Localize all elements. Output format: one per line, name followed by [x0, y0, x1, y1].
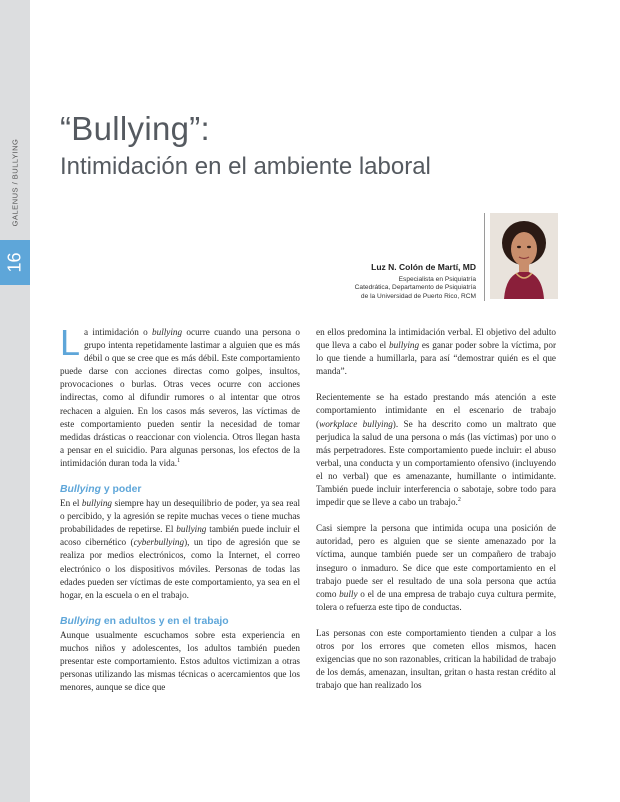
body-paragraph: [60, 629, 300, 694]
text-run: Bullying: [60, 484, 101, 496]
page-number-text: 16: [4, 252, 25, 273]
body-paragraph: [60, 497, 300, 602]
text-run: Aunque usualmente escuchamos sobre esta experiencia en muchos niños y adolescentes, los adultos también pueden presentar este comportamiento. Estos adultos victimizan a otras personas utilizando las mismas técnicas o acercamientos que los menores, aunque se dice que: [60, 629, 300, 693]
author-portrait-icon: [490, 213, 558, 299]
body-paragraph: [316, 627, 556, 692]
text-run: también puede incluir el acoso cibernético (: [60, 524, 300, 548]
page-number: [0, 240, 30, 285]
article-column-right: [316, 326, 556, 692]
text-run: En el: [60, 498, 82, 509]
text-run: a intimidación o: [84, 327, 152, 337]
footnote-ref: 1: [177, 457, 181, 464]
text-run: en adultos y en el trabajo: [100, 615, 229, 627]
text-run: Recientemente se ha estado prestando más atención a este comportamiento intimidante en el escenario de trabajo (: [316, 392, 556, 429]
text-run: siempre hay un desequilibrio de poder, ya sea real o percibido, y la agresión se repite muchas veces o tiene muchas probabilidades de repetirse. El: [60, 498, 300, 535]
text-run: es ganar poder sobre la víctima, por lo que tiende a humillarla, para así “demostrar quién es el que manda”.: [316, 340, 557, 377]
article-column-left: [60, 322, 300, 694]
text-run: Casi siempre la persona que intimida ocupa una posición de autoridad, pero es alguien que se siente amenazado por la víctima, aunque también puede ser un compañero de trabajo inseguro o inmaduro. Se dice que este comportamiento en el trabajo puede ser el resultado de una sola persona que actúa como: [316, 523, 556, 599]
article-subtitle: Intimidación en el ambiente laboral: [60, 153, 431, 180]
text-run: workplace bullying: [319, 418, 393, 429]
section-heading: [60, 615, 300, 628]
text-run: ), un tipo de agresión que se realiza por medios electrónicos, como la Internet, el correo electrónico o los dispositivos móviles. Personas de todas las edades pueden ser víctimas de este comportamiento, ya sea en el hogar, en la escuela o en el trabajo.: [60, 537, 300, 600]
intro-paragraph: [60, 322, 300, 470]
photo-divider: [484, 213, 485, 301]
article-title: “Bullying”:: [60, 110, 211, 147]
text-run: Las personas con este comportamiento tienden a culpar a los otros por los errores que cometen ellos mismos, hacen exigencias que no son razonables, critican la habilidad de trabajo de los demás, amenazan, insultan, gritan o hasta restan crédito al trabajo que han realizado los: [316, 627, 556, 691]
text-run: bullying: [176, 524, 207, 535]
text-run: cyberbullying: [133, 537, 185, 548]
body-paragraph: [316, 522, 556, 614]
affiliation-line: Especialista en Psiquiatría: [398, 276, 476, 283]
section-heading: [60, 483, 300, 496]
text-run: bullying: [81, 498, 113, 509]
section-label: [0, 130, 30, 235]
author-name: Luz N. Colón de Martí, MD: [371, 262, 476, 272]
section-label-text: GALENUS / BULLYING: [10, 138, 20, 227]
drop-cap: L: [60, 322, 81, 363]
text-run: ocurre cuando una persona o grupo intenta repetidamente lastimar a alguien que es más débil o que se cree que es más débil. Este comportamiento puede darse con acciones directas como golpes, insultos, provocaciones o burlas. Otras veces ocurre con acciones indirectas, como al difundir rumores o al intentar que otros rechacen a alguien. En los casos más severos, las víctimas de este comportamiento pueden sentir la necesidad de tomar medidas drásticas o reaccionar con violencia. Otros llegan hasta a pensar en el suicidio. Para algunas personas, los efectos de la intimidación duran toda la vida.: [60, 327, 300, 468]
author-affiliation: [355, 276, 476, 301]
text-run: en ellos predomina la intimidación verbal. El objetivo del adulto que lleva a cabo el: [316, 327, 556, 351]
text-run: bully: [339, 588, 358, 599]
text-run: bullying: [152, 327, 183, 337]
sidebar-strip: [0, 0, 30, 802]
body-paragraph: [316, 326, 556, 378]
affiliation-line: Catedrática, Departamento de Psiquiatría: [354, 284, 476, 292]
text-run: y poder: [100, 484, 142, 496]
footnote-ref: 2: [457, 497, 461, 504]
text-run: bullying: [388, 340, 420, 351]
body-paragraph: [316, 391, 556, 509]
affiliation-line: de la Universidad de Puerto Rico, RCM: [360, 292, 476, 300]
text-run: o el de una empresa de trabajo cuya cultura permite, tolera o refuerza este tipo de conductas.: [316, 588, 556, 612]
text-run: ). Se ha descrito como un maltrato que perjudica la salud de una persona o más (las víctimas) por uno o más perpetradores. Este comportamiento puede incluir: el abuso verbal, una conducta y un comportamiento ofensivo (incluyendo el no verbal) que es amenazante, humillante o intimidante. También puede incluir interferencia o sabotaje, sobre todo para impedir que se lleve a cabo un trabajo.: [316, 418, 556, 508]
text-run: Bullying: [60, 615, 101, 627]
